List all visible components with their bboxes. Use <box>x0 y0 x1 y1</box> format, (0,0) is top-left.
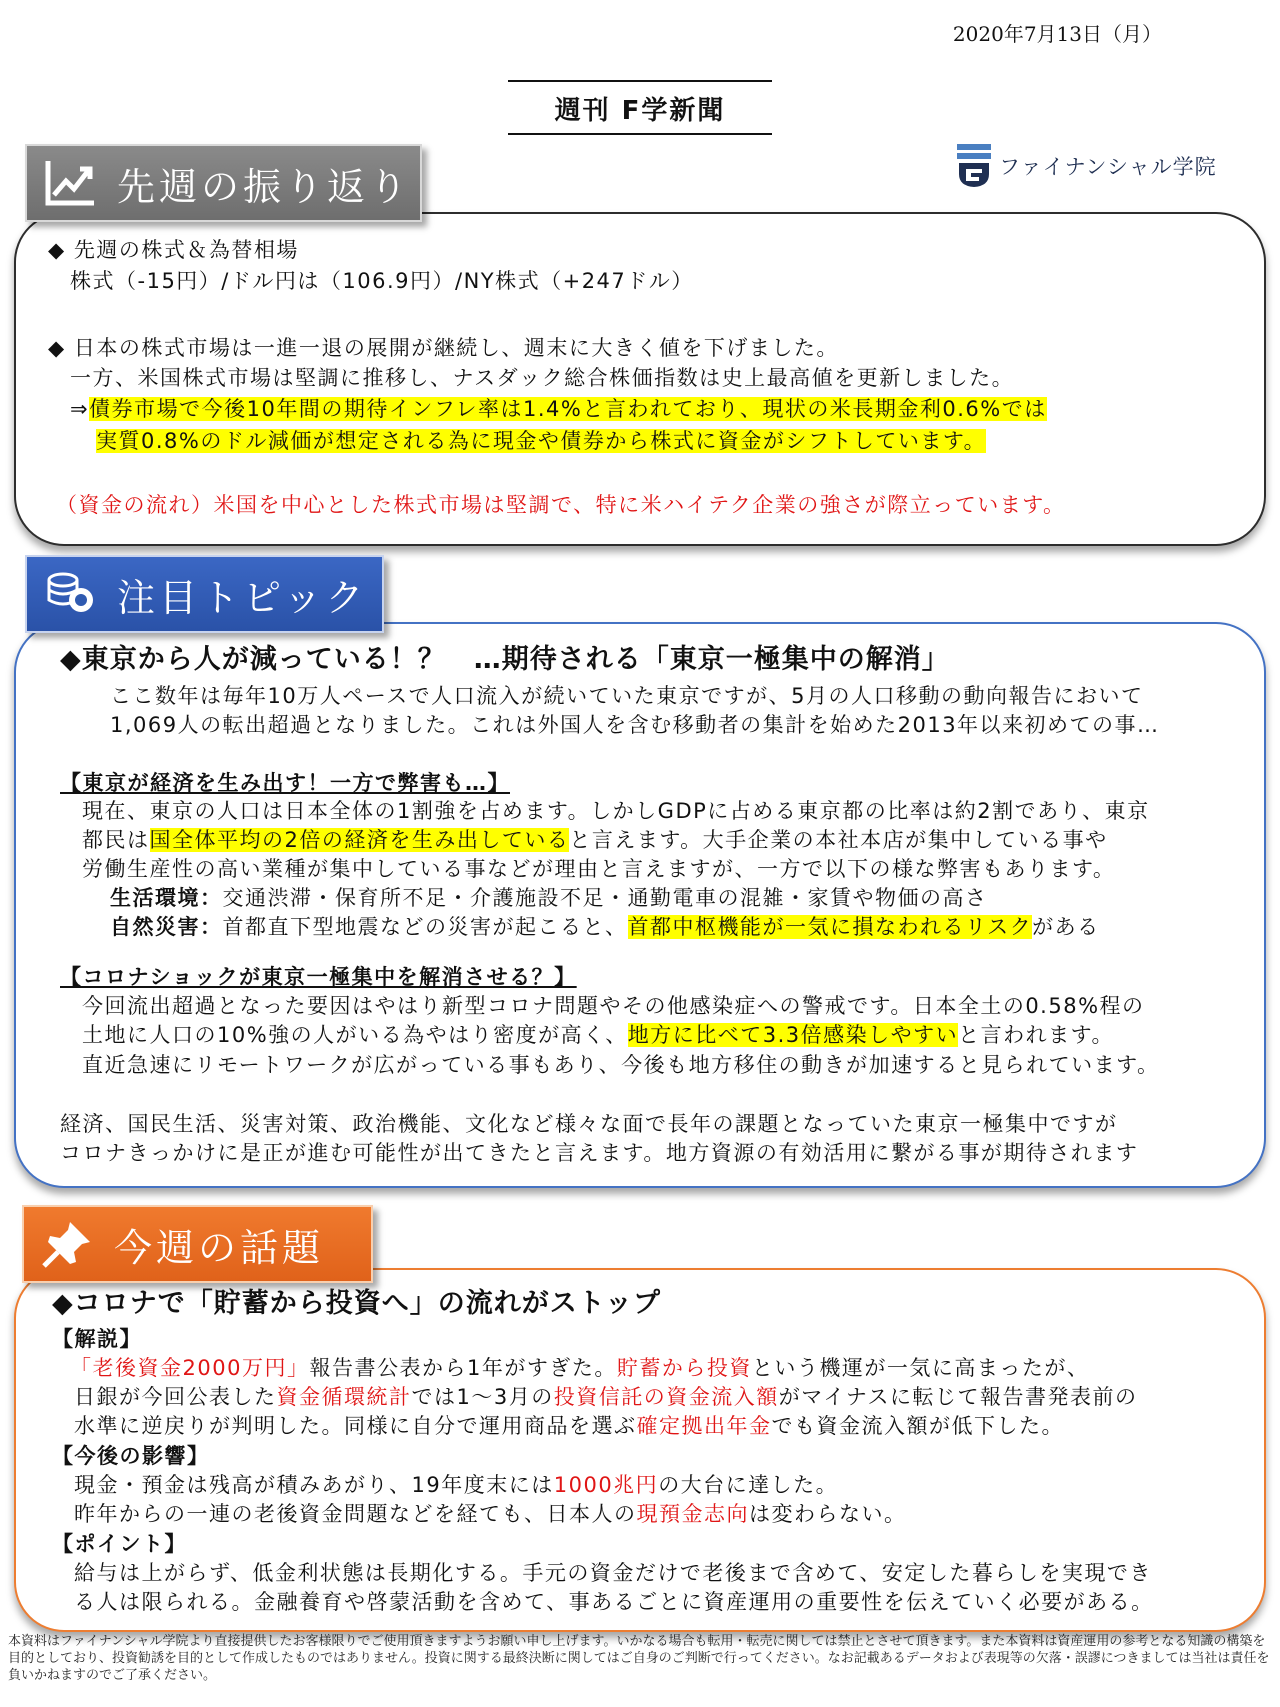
label-point: 【ポイント】 <box>52 1532 187 1556</box>
us-market-text: 一方、米国株式市場は堅調に推移し、ナスダック総合株価指数は史上最高値を更新しました。 <box>70 366 1015 390</box>
arrow-symbol: ⇒ <box>70 397 90 421</box>
brand-logo <box>957 144 1217 188</box>
issue-label: 自然災害： <box>110 915 223 939</box>
text: 現金・預金は残高が積みあがり、19年度末には <box>74 1473 554 1497</box>
highlight-text: 債券市場で今後10年間の期待インフレ率は1.4%と言われており、現状の米長期金利0.6%では <box>89 397 1047 421</box>
newsletter-title: 週刊 F学新聞 <box>554 96 726 126</box>
text: 土地に人口の10%強の人がいる為やはり密度が高く、 <box>82 1023 628 1047</box>
text: でも資金流入額が低下した。 <box>771 1414 1064 1438</box>
brand-logo-mark-icon <box>957 144 991 188</box>
pushpin-icon <box>38 1215 96 1273</box>
text: がある <box>1032 915 1100 939</box>
topic-paragraph: 労働生産性の高い業種が集中している事などが理由と言えますが、一方で以下の様な弊害もあります。 <box>82 857 1116 881</box>
text: 日銀が今回公表した <box>74 1385 277 1409</box>
topic-conclusion: コロナきっかけに是正が進む可能性が出てきたと言えます。地方資源の有効活用に繋がる事が期待されます <box>60 1141 1139 1165</box>
topic-paragraph: 1,069人の転出超過となりました。これは外国人を含む移動者の集計を始めた2013年以来初めての事… <box>110 713 1160 737</box>
chart-line-icon <box>41 154 99 212</box>
japan-market-text: ◆ 日本の株式市場は一進一退の展開が継続し、週末に大きく値を下げました。 <box>48 336 839 360</box>
emphasis-text: 1000兆円 <box>553 1473 659 1497</box>
text: は変わらない。 <box>749 1502 907 1526</box>
emphasis-text: 現預金志向 <box>636 1502 749 1526</box>
emphasis-text: 「老後資金2000万円」 <box>70 1356 310 1380</box>
coins-icon <box>41 565 99 623</box>
label-explanation: 【解説】 <box>52 1327 142 1351</box>
point-line: 給与は上がらず、低金利状態は長期化する。手元の資金だけで老後まで含めて、安定した暮らしを実現でき <box>74 1561 1152 1585</box>
emphasis-text: 資金循環統計 <box>276 1385 412 1409</box>
explanation-line <box>74 1412 1064 1440</box>
impact-line <box>74 1500 907 1528</box>
subheading-economy: 【東京が経済を生み出す！一方で弊害も…】 <box>60 771 510 795</box>
text: と言えます。大手企業の本社本店が集中している事や <box>569 828 1108 852</box>
issue-living <box>110 884 988 912</box>
explanation-line <box>74 1383 1137 1411</box>
issue-label: 生活環境： <box>110 886 223 910</box>
section-topic-banner <box>25 555 384 633</box>
banner-title: 今週の話題 <box>114 1225 325 1270</box>
highlight-text: 地方に比べて3.3倍感染しやすい <box>627 1023 959 1047</box>
topic-paragraph: 現在、東京の人口は日本全体の1割強を占めます。しかしGDPに占める東京都の比率は約2割であり、東京 <box>82 799 1150 823</box>
brand-logo-text: ファイナンシャル学院 <box>999 155 1217 179</box>
newsletter-title-block <box>508 80 772 135</box>
topic-paragraph <box>82 826 1108 854</box>
banner-title: 先週の振り返り <box>117 164 412 209</box>
topic-conclusion: 経済、国民生活、災害対策、政治機能、文化など様々な面で長年の課題となっていた東京一極集中ですが <box>60 1112 1118 1136</box>
text: 交通渋滞・保育所不足・介護施設不足・通勤電車の混雑・家賃や物価の高さ <box>222 886 988 910</box>
text: の大台に達した。 <box>658 1473 839 1497</box>
impact-line <box>74 1471 838 1499</box>
text: がマイナスに転じて報告書発表前の <box>778 1385 1138 1409</box>
issue-date: 2020年7月13日（月） <box>952 22 1162 46</box>
inflation-line-1 <box>70 395 1047 423</box>
emphasis-text: 確定拠出年金 <box>636 1414 772 1438</box>
subheading-corona: 【コロナショックが東京一極集中を解消させる？】 <box>60 965 577 989</box>
text: では1～3月の <box>411 1385 554 1409</box>
text: 昨年からの一連の老後資金問題などを経ても、日本人の <box>74 1502 637 1526</box>
market-figures: 株式（-15円）/ドル円は（106.9円）/NY株式（+247ドル） <box>70 269 694 293</box>
topic-heading: ◆東京から人が減っている！？ …期待される「東京一極集中の解消」 <box>60 644 950 675</box>
explanation-line <box>70 1354 1089 1382</box>
text: 水準に逆戻りが判明した。同様に自分で運用商品を選ぶ <box>74 1414 637 1438</box>
inflation-line-2 <box>96 427 986 455</box>
market-heading: ◆ 先週の株式＆為替相場 <box>48 238 299 262</box>
emphasis-text: 貯蓄から投資 <box>616 1356 752 1380</box>
section-this-week-banner <box>22 1205 373 1283</box>
issue-disaster <box>110 913 1100 941</box>
money-flow-summary: （資金の流れ）米国を中心とした株式市場は堅調で、特に米ハイテク企業の強さが際立っています。 <box>56 493 1066 517</box>
topic-paragraph <box>82 1021 1114 1049</box>
point-line: る人は限られる。金融養育や啓蒙活動を含めて、事あるごとに資産運用の重要性を伝えていく必要がある。 <box>74 1590 1154 1614</box>
topic-paragraph: 直近急速にリモートワークが広がっている事もあり、今後も地方移住の動きが加速すると見られています。 <box>82 1053 1160 1077</box>
topic-paragraph: ここ数年は毎年10万人ペースで人口流入が続いていた東京ですが、5月の人口移動の動向報告において <box>110 684 1144 708</box>
banner-title: 注目トピック <box>117 575 368 620</box>
text: 首都直下型地震などの災害が起こると、 <box>222 915 628 939</box>
label-impact: 【今後の影響】 <box>52 1444 210 1468</box>
text: 報告書公表から1年がすぎた。 <box>309 1356 617 1380</box>
highlight-text: 実質0.8%のドル減価が想定される為に現金や債券から株式に資金がシフトしています。 <box>96 429 987 453</box>
highlight-text: 首都中枢機能が一気に損なわれるリスク <box>627 915 1033 939</box>
text: 都民は <box>82 828 150 852</box>
text: という機運が一気に高まったが、 <box>751 1356 1090 1380</box>
highlight-text: 国全体平均の2倍の経済を生み出している <box>149 828 570 852</box>
this-week-heading: ◆コロナで「貯蓄から投資へ」の流れがストップ <box>52 1288 661 1319</box>
topic-paragraph: 今回流出超過となった要因はやはり新型コロナ問題やその他感染症への警戒です。日本全土の0.58%程の <box>82 994 1145 1018</box>
disclaimer-text: 本資料はファイナンシャル学院より直接提供したお客様限りでご使用頂きますようお願い申し上げます。いかなる場合も転用・転売に関しては禁止とさせて頂きます。また本資料は資産運用の参考となる知識の構築を目的としており、投資勧誘を目的として作成したものではありません。投資に関する最終決断に関してはご自身のご判断で行ってください。なお記載あるデータおよび表現等の欠落・誤謬につきましては当社は責任を負いかねますのでご了承ください。 <box>8 1634 1270 1683</box>
emphasis-text: 投資信託の資金流入額 <box>553 1385 779 1409</box>
section-last-week-banner <box>25 144 422 222</box>
text: と言われます。 <box>958 1023 1114 1047</box>
